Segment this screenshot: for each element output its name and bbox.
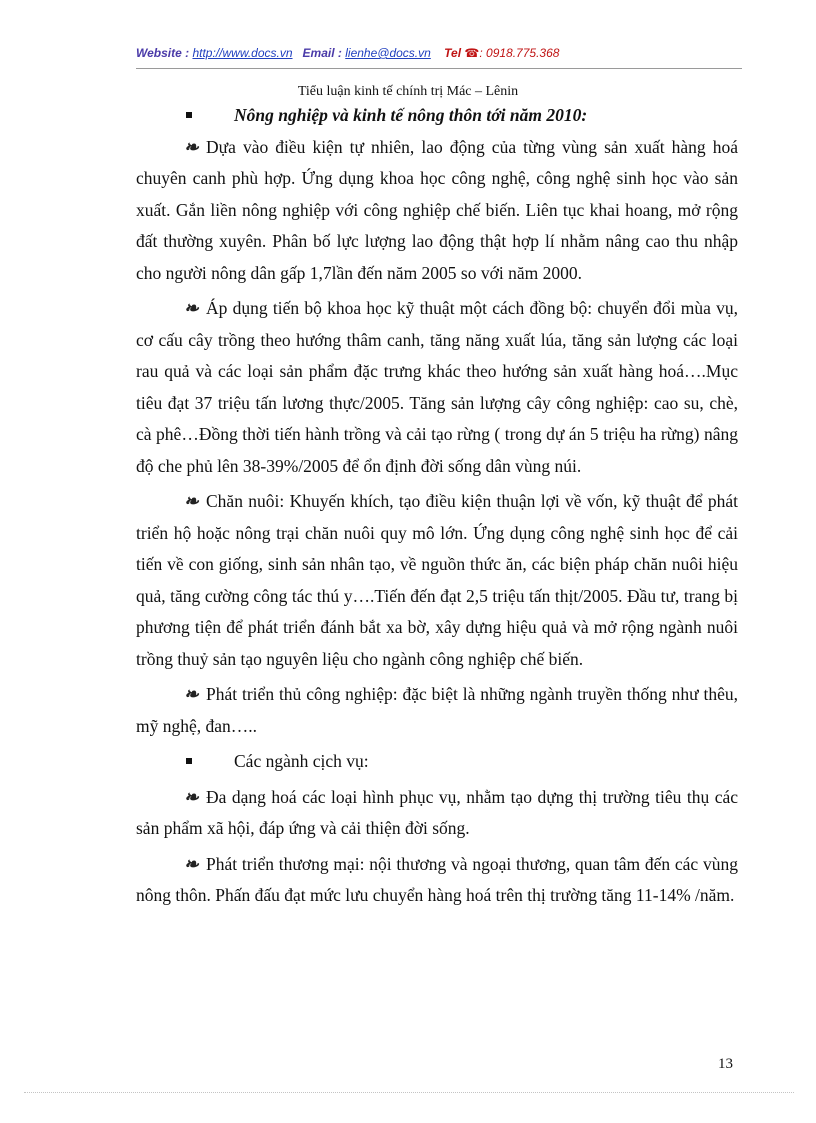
paragraph-text: Đa dạng hoá các loại hình phục vụ, nhằm tạo dựng thị trường tiêu thụ các sản phẩm xã hội, đáp ứng và cải thiện đời sống. [136, 786, 738, 838]
paragraph-text: Dựa vào điều kiện tự nhiên, lao động của từng vùng sản xuất hàng hoá chuyên canh phù hợp. Ứng dụng khoa học công nghệ, công nghệ sinh học vào sản xuất. Gắn liền nông nghiệp với công nghiệp chế biến. Liên tục khai hoang, mở rộng đất thường xuyên. Phân bố lực lượng lao động thật hợp lí nhằm nâng cao thu nhập cho người nông dân gấp 1,7lần đến năm 2005 so với năm 2000. [136, 136, 738, 283]
paragraph [136, 679, 738, 742]
leaf-bullet-icon: ❧ [184, 298, 199, 318]
heading-services: Các ngành cịch vụ: [234, 751, 369, 771]
paragraph [136, 782, 738, 845]
paragraph-text: Phát triển thủ công nghiệp: đặc biệt là những ngành truyền thống như thêu, mỹ nghệ, đan….. [136, 684, 738, 736]
leaf-bullet-icon: ❧ [184, 136, 199, 157]
section-heading [136, 100, 738, 132]
paragraph [136, 849, 738, 912]
paragraph [136, 132, 738, 290]
email-separator: : [337, 46, 342, 60]
email-link[interactable]: lienhe@docs.vn [345, 46, 431, 60]
tel-label: Tel [444, 46, 462, 60]
section-heading [136, 746, 738, 778]
leaf-bullet-icon: ❧ [184, 786, 199, 807]
paragraph-text: Áp dụng tiến bộ khoa học kỹ thuật một cách đồng bộ: chuyển đổi mùa vụ, cơ cấu cây trồng theo hướng thâm canh, tăng năng xuất lúa, tăng sản lượng các loại rau quả và các loại sản phẩm đặc trưng khác theo hướng sản xuất hàng hoá….Mục tiêu đạt 37 triệu tấn lương thực/2005. Tăng sản lượng cây công nghiệp: cao su, chè, cà phê…Đồng thời tiến hành trồng và cải tạo rừng ( trong dự án 5 triệu ha rừng) nâng độ che phủ lên 38-39%/2005 để ổn định đời sống dân vùng núi. [136, 298, 738, 476]
running-header: Tiểu luận kinh tế chính trị Mác – Lênin [297, 84, 519, 99]
document-topbar [136, 46, 742, 69]
heading-agriculture: Nông nghiệp và kinh tế nông thôn tới năm 2010: [234, 105, 588, 125]
phone-number: : 0918.775.368 [479, 46, 560, 60]
leaf-bullet-icon: ❧ [184, 684, 199, 704]
paragraph-text: Phát triển thương mại: nội thương và ngoại thương, quan tâm đến các vùng nông thôn. Phấn đấu đạt mức lưu chuyển hàng hoá trên thị trường tăng 11-14% /năm. [136, 853, 738, 905]
square-bullet-icon [186, 758, 192, 764]
website-link[interactable]: http://www.docs.vn [192, 46, 293, 60]
telephone-icon: ☎ [464, 46, 480, 60]
square-bullet-icon [186, 112, 192, 118]
website-label: Website : [136, 46, 190, 60]
footer-divider [24, 1092, 794, 1093]
page-number: 13 [718, 1056, 733, 1072]
paragraph-text: Chăn nuôi: Khuyến khích, tạo điều kiện thuận lợi về vốn, kỹ thuật để phát triển hộ hoặc nông trại chăn nuôi quy mô lớn. Ứng dụng công nghệ sinh học để cải tiến về con giống, sinh sản nhân tạo, về nguồn thức ăn, các biện pháp chăn nuôi hiệu quả, tăng cường công tác thú y….Tiến đến đạt 2,5 triệu tấn thịt/2005. Đầu tư, trang bị phương tiện để phát triển đánh bắt xa bờ, xây dựng hiệu quả và mở rộng ngành nuôi trồng thuỷ sản tạo nguyên liệu cho ngành công nghiệp chế biến. [136, 491, 738, 669]
page-body [136, 100, 738, 912]
email-label: Email [302, 46, 335, 60]
leaf-bullet-icon: ❧ [184, 853, 199, 874]
paragraph [136, 486, 738, 675]
leaf-bullet-icon: ❧ [184, 491, 199, 511]
paragraph [136, 293, 738, 482]
